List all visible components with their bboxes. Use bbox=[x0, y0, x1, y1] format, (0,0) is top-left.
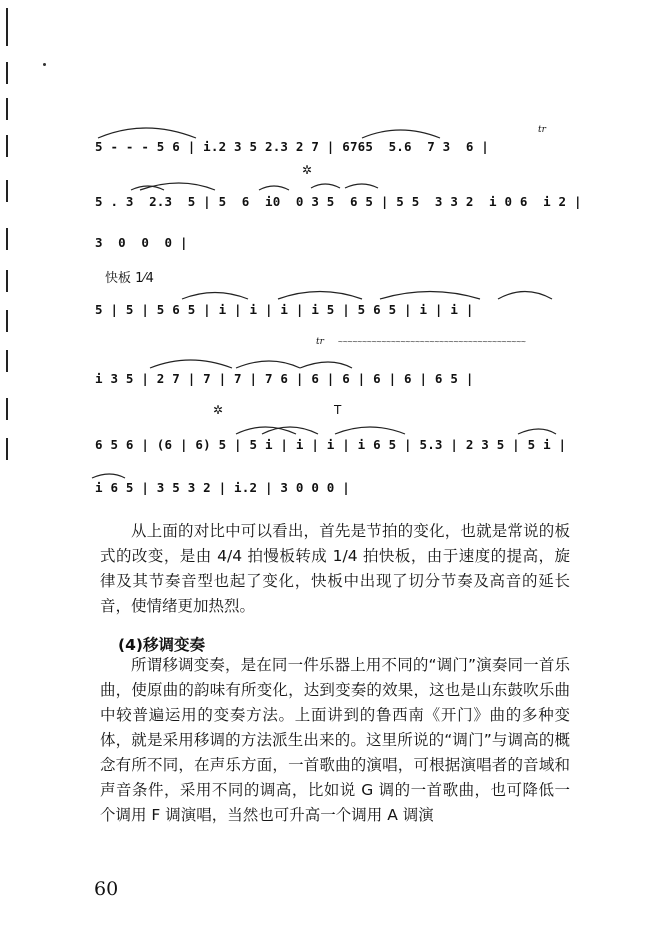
tempo-marking: 快板 1⁄4 bbox=[105, 271, 154, 286]
score-line-4: 5 | 5 | 5 6 5 | i | i | i | i 5 | 5 6 5 | i | i | bbox=[95, 302, 474, 317]
accent-mark: ✲ bbox=[213, 403, 224, 417]
page-number: 60 bbox=[94, 878, 119, 900]
body-paragraph-2: 所谓移调变奏，是在同一件乐器上用不同的“调门”演奏同一首乐曲，使原曲的韵味有所变化，达到变奏的效果，这也是山东鼓吹乐曲中较普遍运用的变奏方法。上面讲到的鲁西南《开门》曲的多种变体，就是采用移调的方法派生出来的。这里所说的“调门”与调高的概念有所不同，在声乐方面，一首歌曲的演唱，可根据演唱者的音域和声音条件，采用不同的调高，比如说 G 调的一首歌曲，也可降低一个调用 F 调演唱，当然也可升高一个调用 A 调演 bbox=[100, 656, 570, 824]
score-line-6: 6 5 6 | (6 | 6) 5 | 5 i | i | i | i 6 5 | 5.3 | 2 3 5 | 5 i | bbox=[95, 437, 567, 452]
score-line-5: i 3 5 | 2 7 | 7 | 7 | 7 6 | 6 | 6 | 6 | 6 | 6 5 | bbox=[95, 371, 474, 386]
fermata-t-mark: T bbox=[334, 403, 342, 417]
score-line-7: i 6 5 | 3 5 3 2 | i.2 | 3 0 0 0 | bbox=[95, 480, 350, 495]
section-heading: (4)移调变奏 bbox=[118, 636, 205, 654]
score-line-3: 3 0 0 0 | bbox=[95, 235, 188, 250]
score-line-2: 5 . 3 2.3 5 | 5 6 i0 0 3 5 6 5 | 5 5 3 3 2 i 0 6 i 2 | bbox=[95, 194, 582, 209]
accent-mark: ✲ bbox=[302, 163, 313, 177]
score-line-1: 5 - - - 5 6 | i.2 3 5 2.3 2 7 | 6765 5.6 7 3 6 | bbox=[95, 139, 490, 154]
trill-mark: tr bbox=[316, 337, 324, 347]
body-paragraph-1: 从上面的对比中可以看出，首先是节拍的变化，也就是常说的板式的改变，是由 4/4 拍慢板转成 1/4 拍快板，由于速度的提高，旋律及其节奏音型也起了变化，快板中出现了切分节奏及高音的延长音，使情绪更加热烈。 bbox=[100, 522, 570, 615]
trill-mark: tr bbox=[538, 125, 546, 135]
trill-wave: ~~~~~~~~~~~~~~~~~~~~~~~~~~~~~~~~~~~~~~~ bbox=[338, 339, 526, 345]
